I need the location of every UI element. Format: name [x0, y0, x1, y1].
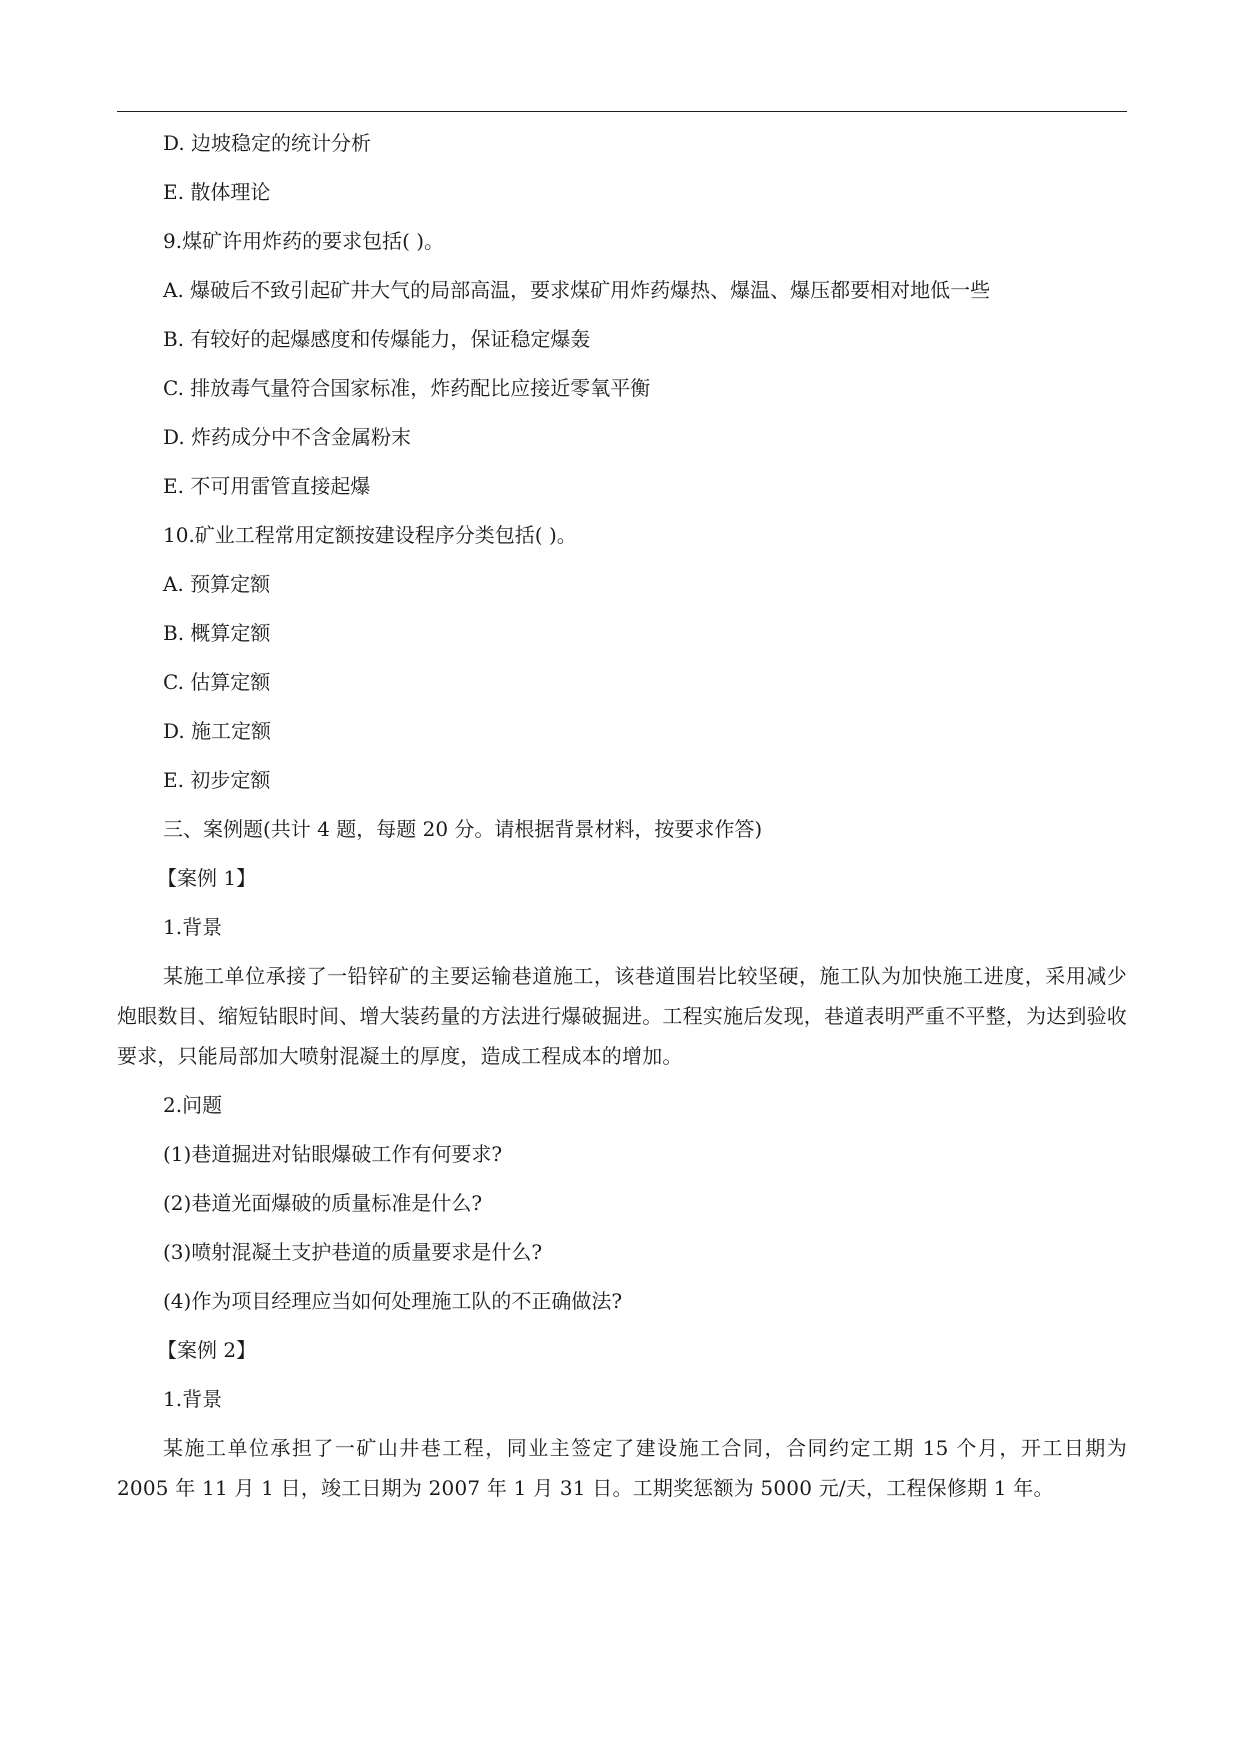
case1-question-2: (2)巷道光面爆破的质量标准是什么?: [163, 1191, 483, 1215]
case1-question-1: (1)巷道掘进对钻眼爆破工作有何要求?: [163, 1142, 503, 1166]
question-10: 10.矿业工程常用定额按建设程序分类包括( )。: [163, 523, 577, 547]
q10-option-c: C. 估算定额: [163, 670, 271, 694]
case1-background-heading: 1.背景: [163, 915, 223, 939]
q9-option-c: C. 排放毒气量符合国家标准，炸药配比应接近零氧平衡: [163, 376, 651, 400]
q10-option-a: A. 预算定额: [163, 572, 271, 596]
case1-question-3: (3)喷射混凝土支护巷道的质量要求是什么?: [163, 1240, 543, 1264]
case2-background-heading: 1.背景: [163, 1387, 223, 1411]
q9-option-e: E. 不可用雷管直接起爆: [163, 474, 371, 498]
case1-question-4: (4)作为项目经理应当如何处理施工队的不正确做法?: [163, 1289, 623, 1313]
q10-option-e: E. 初步定额: [163, 768, 271, 792]
case1-questions-heading: 2.问题: [163, 1093, 223, 1117]
q10-option-d: D. 施工定额: [163, 719, 272, 743]
q9-option-d: D. 炸药成分中不含金属粉末: [163, 425, 412, 449]
case1-title: 【案例 1】: [157, 866, 257, 890]
q10-option-b: B. 概算定额: [163, 621, 271, 645]
case2-background-text: 某施工单位承担了一矿山井巷工程，同业主签定了建设施工合同，合同约定工期 15 个月，开工日期为 2005 年 11 月 1 日，竣工日期为 2007 年 1 月 31 日。工期奖惩额为 5000 元/天，工程保修期 1 年。: [117, 1436, 1127, 1500]
section-heading-case-studies: 三、案例题(共计 4 题，每题 20 分。请根据背景材料，按要求作答): [163, 817, 763, 841]
case2-title: 【案例 2】: [157, 1338, 257, 1362]
q9-option-a: A. 爆破后不致引起矿井大气的局部高温，要求煤矿用炸药爆热、爆温、爆压都要相对地低一些: [163, 278, 991, 302]
option-e-line: E. 散体理论: [163, 180, 271, 204]
option-d-line: D. 边坡稳定的统计分析: [163, 131, 372, 155]
q9-option-b: B. 有较好的起爆感度和传爆能力，保证稳定爆轰: [163, 327, 591, 351]
page-body: [117, 123, 1127, 1517]
question-9: 9.煤矿许用炸药的要求包括( )。: [163, 229, 445, 253]
header-rule: [117, 111, 1127, 112]
case1-background-text: 某施工单位承接了一铅锌矿的主要运输巷道施工，该巷道围岩比较坚硬，施工队为加快施工进度，采用减少炮眼数目、缩短钻眼时间、增大装药量的方法进行爆破掘进。工程实施后发现，巷道表明严重不平整，为达到验收要求，只能局部加大喷射混凝土的厚度，造成工程成本的增加。: [117, 964, 1127, 1068]
